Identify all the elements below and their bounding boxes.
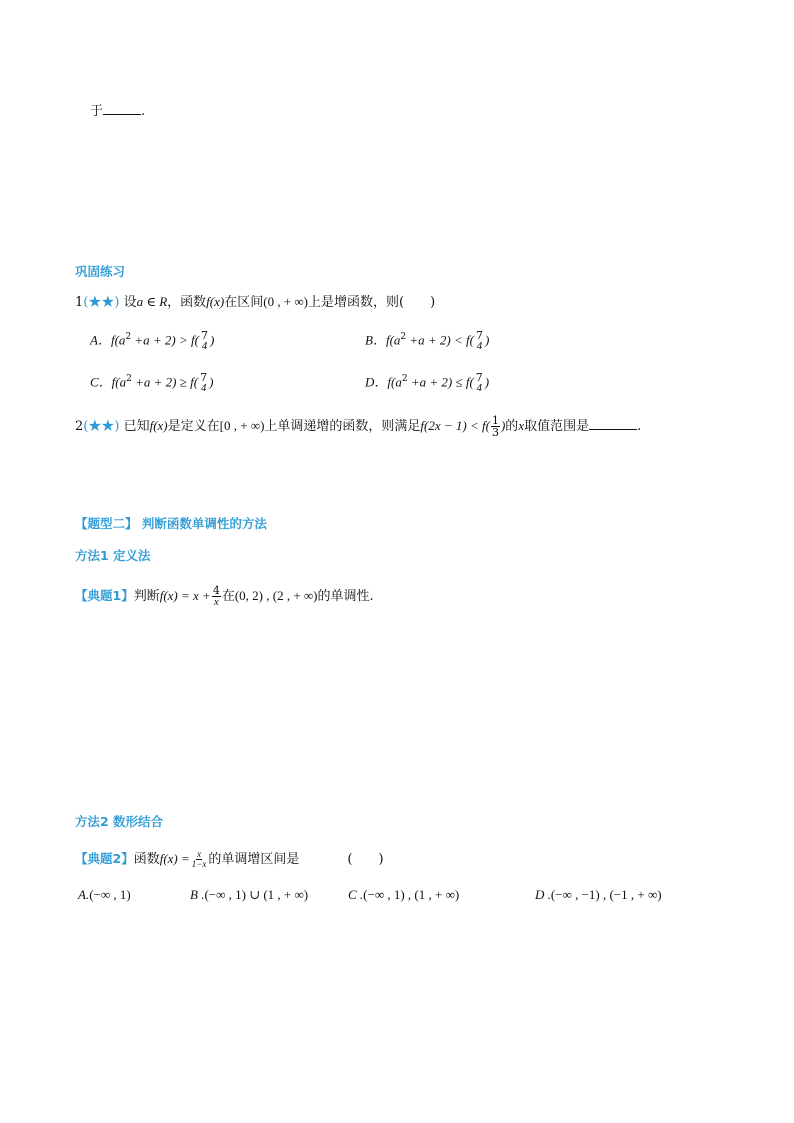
math-expr: f(a — [387, 374, 402, 390]
option-label: B． — [365, 332, 386, 348]
option-label: C . — [348, 887, 364, 902]
denominator: 4 — [476, 340, 483, 352]
option-a[interactable] — [90, 330, 214, 352]
superscript: 2 — [401, 374, 408, 385]
numerator: 1 — [491, 414, 499, 427]
example-2 — [75, 850, 384, 869]
option-label: C． — [90, 374, 112, 390]
period: . — [637, 419, 642, 434]
math-expr: (0 , + ∞) — [263, 294, 308, 309]
denominator: 4 — [200, 382, 207, 394]
period: . — [141, 104, 146, 119]
answer-blank[interactable] — [589, 417, 637, 430]
math-expr: a ∈ R — [136, 294, 168, 309]
example-text: 的单调性 — [317, 589, 370, 604]
math-expr: f(a — [385, 332, 401, 348]
question-text: 上是增函数，则( ) — [308, 295, 436, 310]
fraction — [475, 372, 484, 394]
numerator: 7 — [200, 371, 208, 384]
superscript: 2 — [126, 374, 132, 385]
answer-paren[interactable]: ( ) — [347, 852, 384, 867]
numerator: 7 — [475, 371, 483, 384]
example-text: 在 — [221, 589, 235, 604]
option-label: D . — [535, 887, 551, 902]
question-1 — [75, 293, 435, 312]
question-text: ，函数 — [167, 295, 207, 310]
numerator: x — [197, 849, 202, 859]
period: . — [369, 589, 374, 604]
denominator: 3 — [491, 426, 499, 439]
option-label: B . — [190, 887, 205, 902]
math-expr: f(x) = x + — [159, 588, 211, 603]
option-value: (−∞ , −1) , (−1 , + ∞) — [550, 887, 662, 902]
option-b[interactable] — [365, 330, 489, 352]
fraction — [199, 372, 208, 394]
example-text: 判断 — [133, 589, 160, 604]
math-expr: ) — [500, 418, 506, 433]
question-text: 取值范围是 — [524, 419, 590, 434]
numerator: 7 — [200, 329, 208, 342]
difficulty-stars: (★★) — [83, 295, 120, 310]
question-text: 设 — [119, 295, 137, 310]
question-number: 2 — [75, 419, 84, 434]
example-tag: 【典题1】 — [75, 588, 134, 603]
option-c[interactable] — [90, 372, 213, 394]
section-heading-type2: 【题型二】 判断函数单调性的方法 — [75, 516, 267, 531]
fraction — [212, 585, 221, 608]
method-2-heading: 方法2 数形结合 — [75, 814, 164, 829]
math-expr: x — [518, 418, 525, 433]
fraction — [491, 415, 500, 438]
option-label: A. — [78, 887, 90, 902]
option-value: (−∞ , 1) — [89, 887, 131, 902]
section-heading-practice: 巩固练习 — [75, 264, 126, 279]
math-expr: ) — [484, 332, 490, 348]
question-text: 上单调递增的函数，则满足 — [264, 419, 421, 434]
math-expr: ) — [484, 374, 490, 390]
numerator: 4 — [212, 584, 220, 597]
math-expr: ) — [209, 374, 214, 390]
ex2-option-b[interactable] — [190, 886, 308, 905]
fraction — [191, 850, 208, 869]
option-label: D． — [365, 374, 388, 390]
math-expr: f(a — [111, 374, 127, 390]
superscript: 2 — [125, 332, 132, 343]
math-expr: +a + 2) > f( — [131, 332, 199, 348]
continued-line — [90, 102, 145, 121]
math-expr: +a + 2) ≥ f( — [131, 374, 199, 390]
question-text: 的 — [505, 419, 519, 434]
example-text: 函数 — [133, 852, 160, 867]
option-value: (−∞ , 1) ∪ (1 , + ∞) — [204, 887, 309, 902]
math-expr: f(x) = — [159, 851, 190, 866]
denominator: 1−x — [191, 859, 207, 869]
math-expr: f(2x − 1) < f( — [420, 418, 490, 433]
difficulty-stars: (★★) — [83, 419, 120, 434]
continued-text: 于 — [90, 104, 104, 119]
superscript: 2 — [400, 332, 407, 343]
ex2-option-d[interactable] — [535, 886, 662, 905]
math-expr: [0 , + ∞) — [219, 418, 265, 433]
question-text: 是定义在 — [167, 419, 220, 434]
question-text: 在区间 — [224, 295, 264, 310]
question-2 — [75, 415, 641, 438]
option-value: (−∞ , 1) , (1 , + ∞) — [363, 887, 460, 902]
method-1-heading: 方法1 定义法 — [75, 548, 151, 563]
option-d[interactable] — [365, 372, 489, 394]
question-text: 已知 — [119, 419, 150, 434]
ex2-option-a[interactable] — [78, 886, 131, 905]
ex2-option-c[interactable] — [348, 886, 459, 905]
example-1 — [75, 585, 374, 608]
fraction — [475, 330, 484, 352]
denominator: x — [213, 596, 219, 608]
math-expr: f(x) — [206, 294, 225, 309]
math-expr: f(a — [110, 332, 126, 348]
fraction — [200, 330, 209, 352]
answer-blank[interactable] — [103, 102, 141, 115]
option-label: A． — [90, 332, 111, 348]
example-tag: 【典题2】 — [75, 851, 134, 866]
question-number: 1 — [75, 295, 84, 310]
denominator: 4 — [476, 382, 483, 394]
math-expr: (0, 2) , (2 , + ∞) — [234, 588, 318, 603]
example-text: 的单调增区间是 — [208, 852, 300, 867]
math-expr: ) — [209, 332, 215, 348]
math-expr: +a + 2) < f( — [406, 332, 474, 348]
denominator: 4 — [201, 340, 208, 352]
math-expr: +a + 2) ≤ f( — [407, 374, 474, 390]
math-expr: f(x) — [149, 418, 168, 433]
numerator: 7 — [475, 329, 483, 342]
